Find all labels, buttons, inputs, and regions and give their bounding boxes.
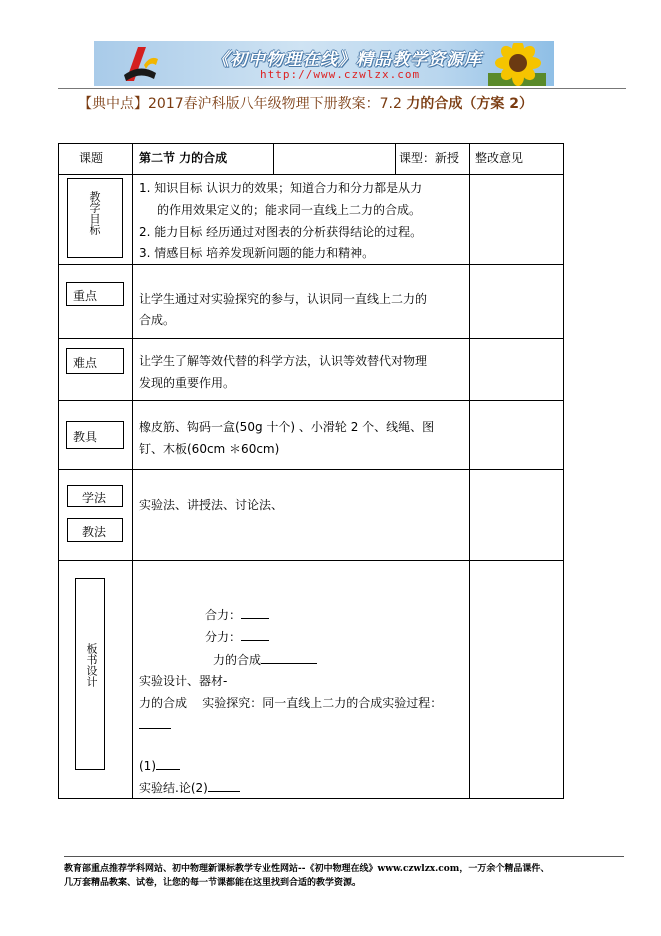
board-design: 实验设计、器材- [139, 674, 228, 688]
component-blank [241, 628, 269, 641]
study-method-label: 学法 [82, 491, 107, 505]
tools-text-2: 钉、木板(60cm ＊60cm) [139, 442, 280, 456]
teach-method-label-box [67, 518, 123, 542]
goal-ability: 2. 能力目标 经历通过对图表的分析获得结论的过程。 [139, 225, 423, 239]
footer-rule [64, 856, 624, 857]
header-banner [94, 41, 554, 86]
header-rule [58, 88, 626, 89]
board-process: 实验探究：同一直线上二力的合成实验过程： [202, 696, 443, 710]
methods-value: 实验法、讲授法、讨论法、 [139, 498, 284, 512]
composition-blank [261, 651, 317, 664]
board-label: 板书设计 [85, 643, 98, 687]
key-label: 重点 [73, 289, 98, 303]
process-blank [139, 716, 171, 729]
difficult-text-2: 发现的重要作用。 [139, 376, 236, 390]
goals-label: 教学目标 [88, 191, 101, 235]
goal-emotion: 3. 情感目标 培养发现新问题的能力和精神。 [139, 246, 375, 260]
difficult-label: 难点 [73, 356, 98, 370]
board-conclusion [139, 778, 240, 798]
revision-notes-label: 整改意见 [475, 151, 524, 165]
key-label-box [66, 282, 124, 306]
board-label-box [75, 578, 105, 770]
topic-label: 课题 [79, 151, 104, 165]
page-title [78, 93, 533, 113]
page-title-prefix: 【典中点】2017春沪科版八年级物理下册教案：7.2 [78, 96, 407, 112]
teach-method-label: 教法 [82, 525, 107, 539]
tools-text-1: 橡皮筋、钩码一盒(50g 十个) 、小滑轮 2 个、线绳、图 [139, 420, 435, 434]
lesson-type: 课型：新授 [399, 151, 460, 165]
tools-label-box [66, 421, 124, 449]
difficult-label-box [66, 348, 124, 374]
goal-knowledge: 1. 知识目标 认识力的效果；知道合力和分力都是从力 [139, 181, 423, 195]
key-text-2: 合成。 [139, 313, 176, 327]
resultant-blank [241, 606, 269, 619]
board-composition-label: 力的合成 [213, 653, 262, 667]
footer-line-2: 几万套精品教案、试卷，让您的每一节课都能在这里找到合适的教学资源。 [64, 878, 362, 888]
board-item-1-label: (1) [139, 759, 156, 773]
board-resultant [205, 605, 269, 625]
board-resultant-label: 合力： [205, 608, 242, 622]
topic-value: 第二节 力的合成 [139, 151, 228, 165]
goal-knowledge-cont: 的作用效果定义的；能求同一直线上二力的合成。 [157, 203, 422, 217]
board-component-label: 分力： [205, 630, 242, 644]
board-component [205, 627, 269, 647]
board-process-prefix: 力的合成 [139, 696, 188, 710]
board-conclusion-label: 实验结.论(2) [139, 781, 208, 795]
lesson-plan-table [58, 143, 564, 799]
page-title-bold: 力的合成（方案 2） [406, 96, 533, 112]
banner-url[interactable]: http://www.czwlzx.com [260, 68, 421, 81]
sunflower-icon [488, 43, 546, 86]
footer-line-1: 教育部重点推荐学科网站、初中物理新课标教学专业性网站--《初中物理在线》www.czwlzx.com，一万余个精品课件、 [64, 864, 550, 874]
page-footer [64, 862, 624, 890]
tools-label: 教具 [73, 430, 98, 444]
study-method-label-box [67, 485, 123, 507]
board-process-line [139, 693, 442, 713]
site-logo [120, 45, 160, 83]
goals-label-box [67, 178, 123, 258]
item1-blank [156, 757, 180, 770]
difficult-text-1: 让学生了解等效代替的科学方法，认识等效替代对物理 [139, 354, 428, 368]
key-text-1: 让学生通过对实验探究的参与，认识同一直线上二力的 [139, 292, 428, 306]
banner-title: 《初中物理在线》精品教学资源库 [212, 50, 482, 70]
conclusion-blank [208, 779, 240, 792]
process-blank-line [139, 715, 171, 735]
board-item-1 [139, 756, 180, 776]
board-composition [213, 650, 317, 670]
